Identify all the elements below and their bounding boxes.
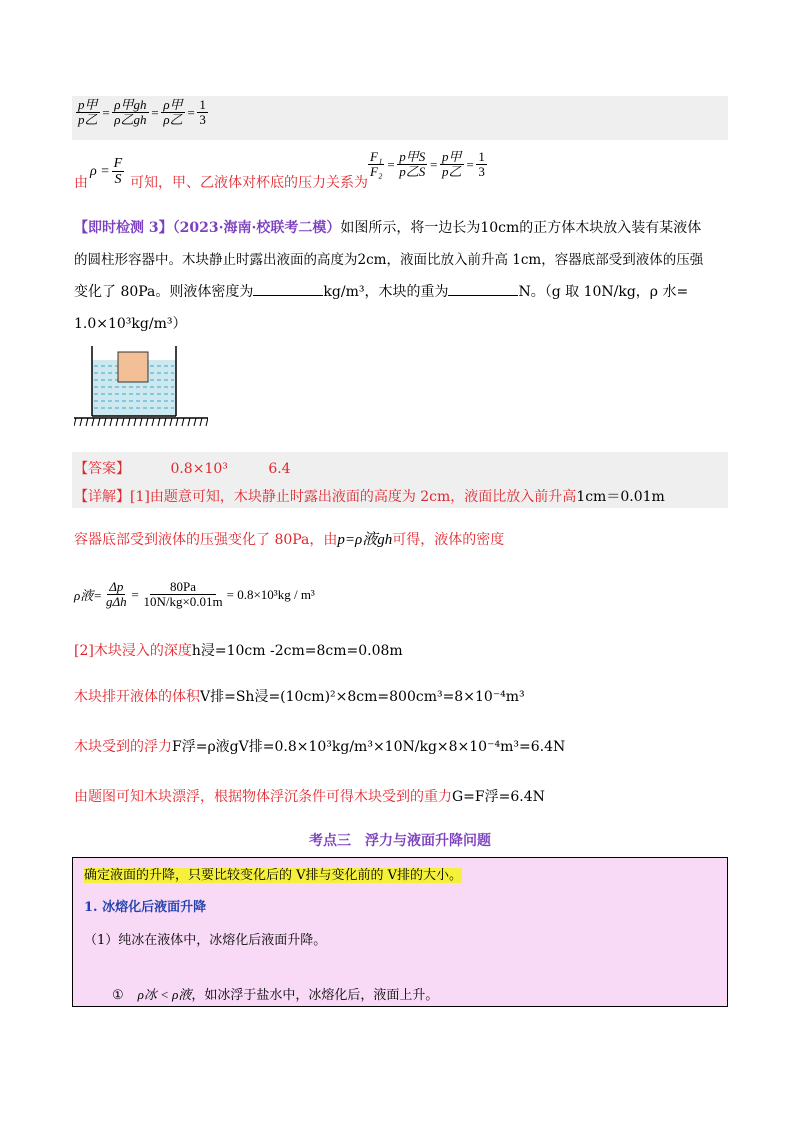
box-heading: 1. 冰熔化后液面升降 <box>84 900 207 915</box>
detail-line-5: 木块受到的浮力F浮=ρ液gV排=0.8×10³kg/m³×10N/kg×8×10⁻⁴m³=6.4N <box>74 739 566 755</box>
detail-line-4: 木块排开液体的体积V排=Sh浸=(10cm)²×8cm=800cm³=8×10⁻⁴m³ <box>74 689 525 705</box>
question-block: 【即时检测 3】（2023·海南·校联考二模）如图所示，将一边长为10cm的正方体木块放入装有某液体 的圆柱形容器中。木块静止时露出液面的高度为2cm，液面比放入前升高 1cm，容器底部受到液体的压强 变化了 80Pa。则液体密度为 kg/m³，木块的重为 N。（g 取 10N/kg，ρ 水= 1.0×10³kg/m³） <box>74 220 704 332</box>
box-para-1: （1）纯冰在液体中，冰熔化后液面升降。 <box>84 933 327 948</box>
answer-blank-1[interactable] <box>253 295 323 296</box>
answer-line: 【答案】 0.8×10³ 6.4 <box>74 461 291 477</box>
box-line-1: 确定液面的升降，只要比较变化后的 V排与变化前的 V排的大小。 <box>84 868 463 883</box>
detail-line-1: 【详解】[1]由题意可知，木块静止时露出液面的高度为 2cm，液面比放入前升高1cm＝0.01m <box>74 489 665 505</box>
force-relation-line: 由 ρ = $\frac{F}{S}$ 可知，甲、乙液体对杯底的压力关系为 $\frac{\text{F₁}}{\text{F₂}}$ = $\frac{\text{p甲S}}{\text{p乙S}}$ = $\frac{\text{p甲}}{\text{p乙}}$ = $\frac{1}{3}$ <box>74 149 485 191</box>
detail-line-3: [2]木块浸入的深度h浸=10cm -2cm=8cm=0.08m <box>74 643 403 659</box>
detail-line-6: 由题图可知木块漂浮，根据物体浮沉条件可得木块受到的重力G=F浮=6.4N <box>74 789 545 805</box>
density-formula: ρ液= $\frac{\Delta p}{\text{gΔh}}$ = $\frac{80Pa}{10N/kg\times 0.01m}$ = 0.8×10³kg / m³ <box>74 579 315 610</box>
detail-line-2: 容器底部受到液体的压强变化了 80Pa，由p=ρ液gh可得，液体的密度 <box>74 532 505 548</box>
formula-pressure-ratio: $\frac{\text{p甲}}{\text{p乙}}$ = $\frac{\text{ρ甲gh}}{\text{ρ乙gh}}$ = $\frac{\text{ρ甲}}{\text{ρ乙}}$ = $\frac{1}{3}$ <box>78 97 206 128</box>
wood-block <box>118 352 148 382</box>
container-diagram <box>74 346 208 432</box>
section-title: 考点三 浮力与液面升降问题 <box>309 833 491 849</box>
answer-blank-2[interactable] <box>448 295 518 296</box>
box-para-2: ① ρ冰 < ρ液，如冰浮于盐水中，冰熔化后，液面上升。 <box>112 987 439 1003</box>
